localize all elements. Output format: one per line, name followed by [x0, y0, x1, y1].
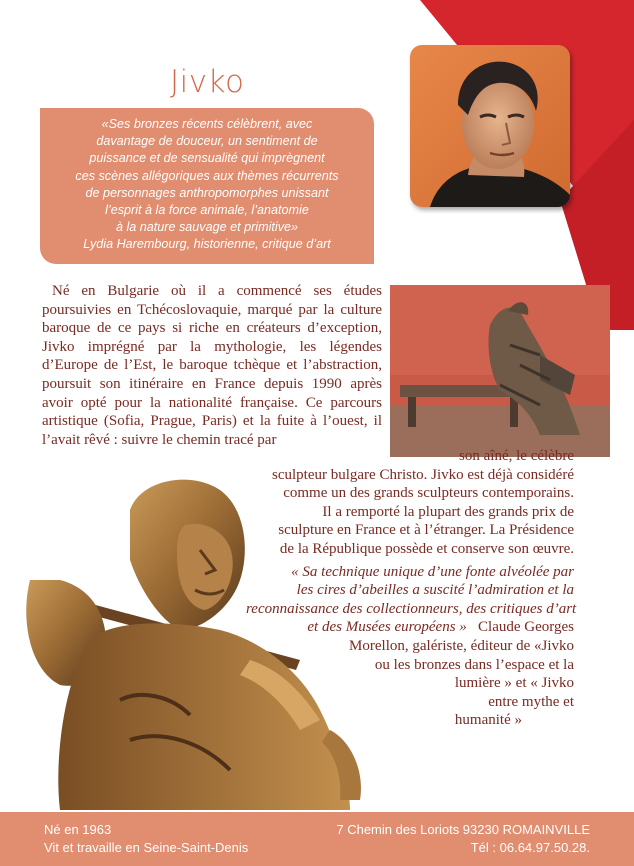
quote-line: l’esprit à la force animale, l’anatomie — [105, 203, 309, 218]
biography-paragraph — [42, 282, 382, 449]
attribution-line: entre mythe et — [488, 693, 574, 710]
phone-number: Tél : 06.64.97.50.28. — [470, 840, 590, 855]
address: 7 Chemin des Loriots 93230 ROMAINVILLE — [336, 822, 590, 837]
quote-line: à la nature sauvage et primitive» — [115, 220, 298, 235]
attribution-line: Morellon, galériste, éditeur de «Jivko — [349, 637, 574, 654]
quote2-line: et des Musées européens » — [307, 619, 467, 636]
quote-line: «Ses bronzes récents célèbrent, avec — [101, 117, 313, 131]
footer-bar — [0, 812, 634, 866]
bench-sculpture-photo — [390, 285, 610, 457]
attribution-line: humanité » — [454, 712, 522, 729]
residence: Vit et travaille en Seine-Saint-Denis — [44, 840, 249, 855]
artist-portrait-photo — [410, 45, 570, 207]
quote-line: puissance et de sensualité qui imprègnent — [89, 151, 325, 166]
quote-line: de personnages anthropomorphes unissant — [85, 185, 329, 200]
quote-line: davantage de douceur, un sentiment de — [96, 134, 318, 149]
attribution-line: Claude Georges — [478, 619, 574, 636]
artist-name-title: Jivko — [170, 64, 245, 100]
biography-text: Né en Bulgarie où il a commencé ses études poursuivies en Tchécoslovaquie, marqué par la culture baroque de ce pays si riche en créateurs d’exception, Jivko imprégné par la mythologie, les légendes d’Europe de l’Est, le baroque tchèque et l’abstraction, poursuit son itinéraire en France depuis 1990 après avoir opté pour la nationalité française. Ce parcours artistique (Sofia, Prague, Paris) et la fuite à l’ouest, il l’avait rêvé : suivre le chemin tracé par — [42, 283, 382, 448]
attribution-line: lumière » et « Jivko — [454, 675, 574, 692]
text-line: comme un des grands sculpteurs contemporains. — [283, 485, 574, 502]
quote2-line: reconnaissance des collectionneurs, des critiques d’art — [246, 600, 577, 617]
text-line: de la République possède et conserve son œuvre. — [279, 540, 574, 557]
quote-line: ces scènes allégoriques aux thèmes récurrents — [75, 168, 339, 183]
quote2-line: les cires d’abeilles a suscité l’admiration et la — [296, 582, 574, 599]
text-line: sculpteur bulgare Christo. Jivko est déjà considéré — [271, 466, 574, 483]
text-line: sculpture en France et à l’étranger. La Présidence — [278, 522, 574, 539]
quote2-line: « Sa technique unique d’une fonte alvéolée par — [291, 563, 574, 580]
text-line: Il a remporté la plupart des grands prix de — [322, 503, 574, 520]
bronze-statue-image — [0, 470, 440, 810]
quote-box — [40, 108, 374, 264]
attribution-line: ou les bronzes dans l’espace et la — [374, 656, 574, 673]
text-line: son aîné, le célèbre — [459, 448, 574, 464]
quote-author: Lydia Harembourg, historienne, critique d’art — [83, 237, 331, 252]
quote-text — [50, 116, 364, 254]
birth-year: Né en 1963 — [44, 822, 112, 837]
